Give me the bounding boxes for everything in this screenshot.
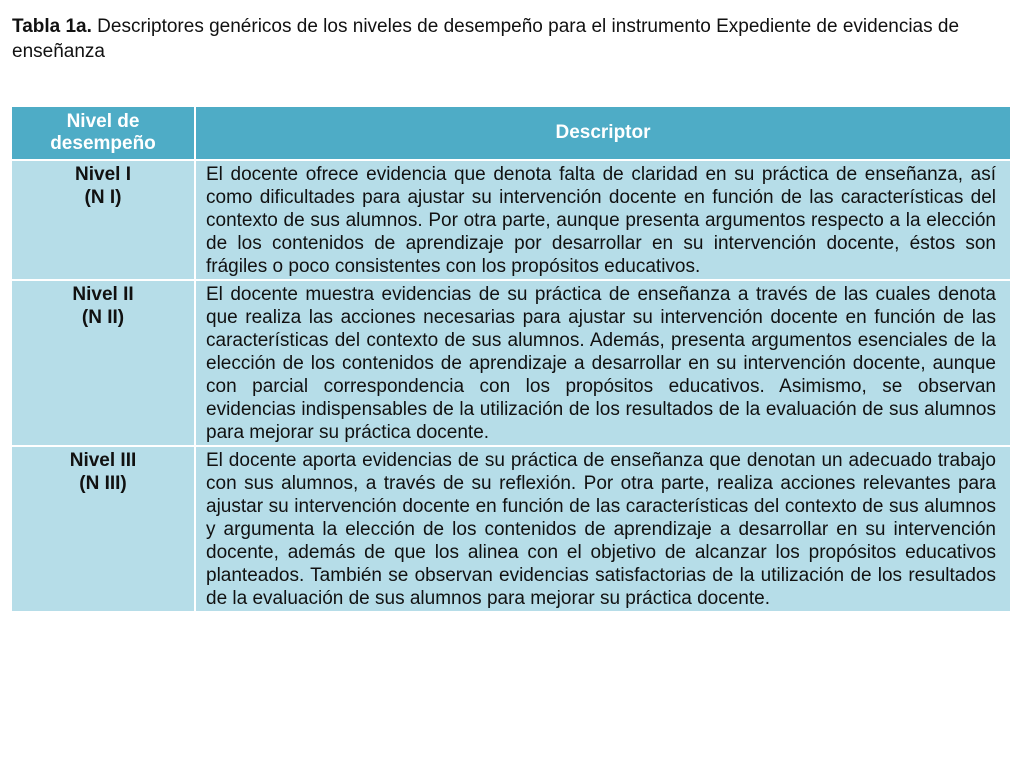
level-name: Nivel II (72, 284, 134, 305)
level-name: Nivel I (75, 164, 131, 185)
level-cell (12, 160, 195, 280)
table-header-row (12, 107, 1010, 160)
table-row (12, 446, 1010, 611)
level-code: (N II) (81, 307, 125, 328)
header-descriptor: Descriptor (195, 107, 1010, 160)
level-code: (N III) (79, 473, 127, 494)
header-level: Nivel de desempeño (12, 107, 195, 160)
level-cell (12, 446, 195, 611)
table-caption (12, 14, 1012, 64)
descriptor-cell: El docente ofrece evidencia que denota falta de claridad en su práctica de enseñanza, así como dificultades para ajustar su intervención docente en función de las características del contexto de sus alumnos. Por otra parte, aunque presenta argumentos respecto a la elección de los contenidos de aprendizaje por desarrollar en su intervención docente, éstos son frágiles o poco consistentes con los propósitos educativos. (195, 160, 1010, 280)
level-name: Nivel III (69, 450, 137, 471)
caption-text: Descriptores genéricos de los niveles de desempeño para el instrumento Expediente de evidencias de enseñanza (12, 16, 960, 62)
table-row (12, 280, 1010, 446)
descriptor-cell: El docente aporta evidencias de su práctica de enseñanza que denotan un adecuado trabajo con sus alumnos, a través de su reflexión. Por otra parte, realiza acciones relevantes para ajustar su intervención docente en función de las características del contexto de sus alumnos y argumenta la elección de los contenidos de aprendizaje a desarrollar en su intervención docente, además de que los alinea con el objetivo de alcanzar los propósitos educativos planteados. También se observan evidencias satisfactorias de la utilización de los resultados de la evaluación de sus alumnos para mejorar su práctica docente. (195, 446, 1010, 611)
descriptor-table (12, 107, 1010, 611)
level-code: (N I) (84, 187, 122, 208)
table-row (12, 160, 1010, 280)
caption-label: Tabla 1a. (12, 16, 92, 37)
descriptor-cell: El docente muestra evidencias de su práctica de enseñanza a través de las cuales denota que realiza las acciones necesarias para ajustar su intervención docente en función de las características del contexto de sus alumnos. Además, presenta argumentos esenciales de la elección de los contenidos de aprendizaje a desarrollar en su intervención docente, aunque con parcial correspondencia con los propósitos educativos. Asimismo, se observan evidencias indispensables de la utilización de los resultados de la evaluación de sus alumnos para mejorar su práctica docente. (195, 280, 1010, 446)
level-cell (12, 280, 195, 446)
